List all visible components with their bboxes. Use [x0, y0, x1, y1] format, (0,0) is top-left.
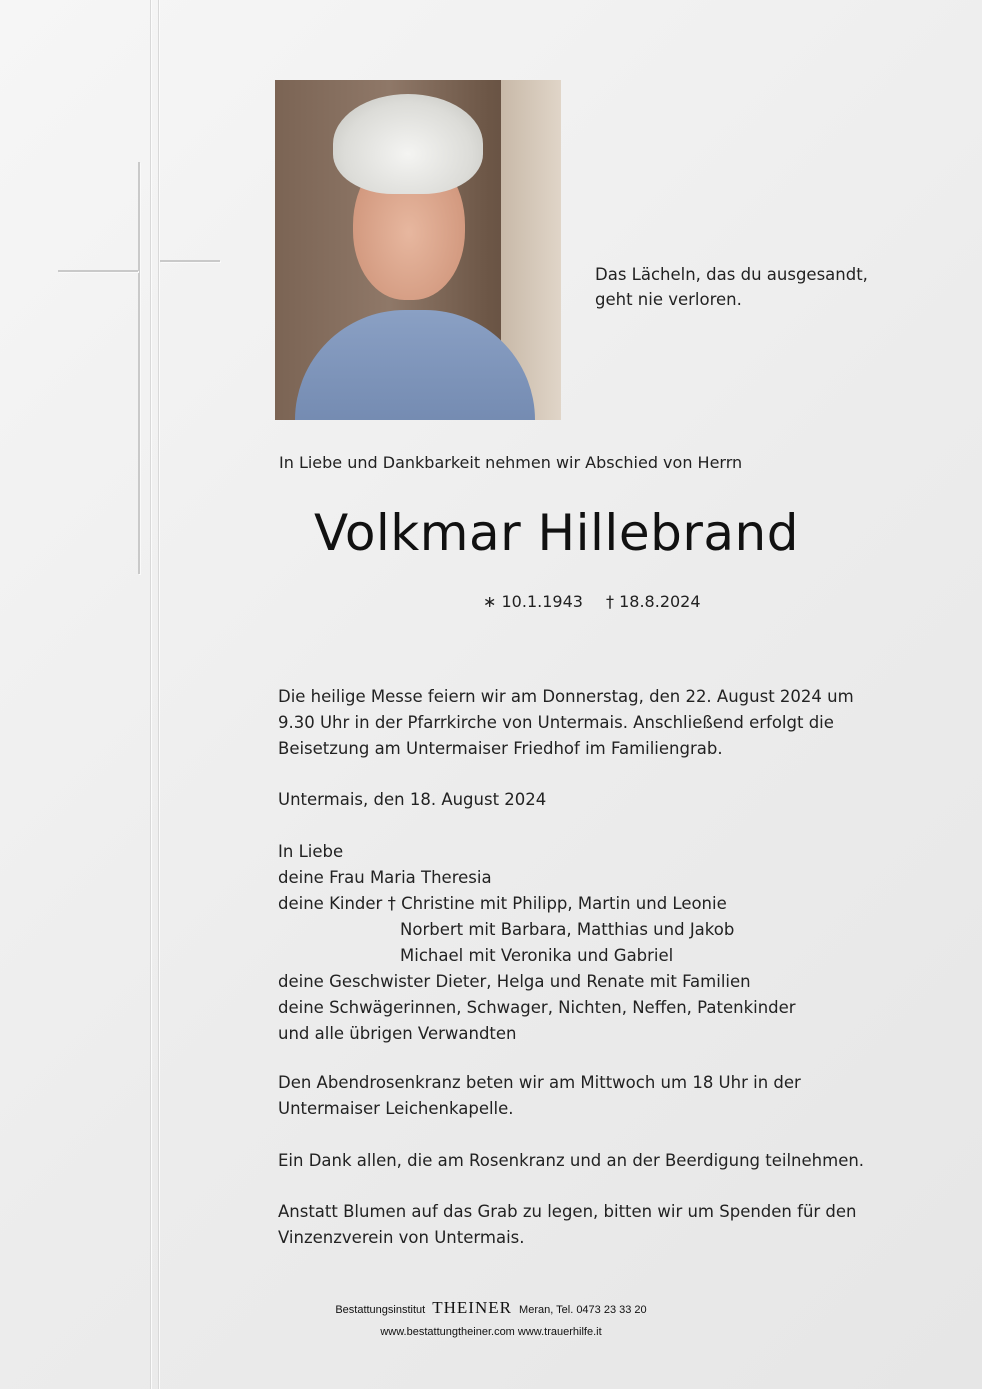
life-dates	[483, 592, 719, 611]
death-date: † 18.8.2024	[606, 592, 701, 611]
family-line: deine Geschwister Dieter, Helga und Renate mit Familien	[278, 972, 751, 991]
deceased-name: Volkmar Hillebrand	[314, 504, 799, 562]
birth-date: ∗ 10.1.1943	[483, 592, 583, 611]
thanks-text: Ein Dank allen, die am Rosenkranz und an der Beerdigung teilnehmen.	[278, 1151, 865, 1170]
rosary-line: Den Abendrosenkranz beten wir am Mittwoch um 18 Uhr in der	[278, 1073, 801, 1092]
funeral-home-logo: THEINER	[432, 1298, 512, 1317]
mass-line: Beisetzung am Untermaiser Friedhof im Familiengrab.	[278, 739, 723, 758]
decorative-line	[158, 0, 159, 1389]
family-line: Norbert mit Barbara, Matthias und Jakob	[400, 920, 735, 939]
rosary-line: Untermaiser Leichenkapelle.	[278, 1099, 514, 1118]
donation-paragraph	[278, 1199, 857, 1251]
footer-prefix: Bestattungsinstitut	[335, 1304, 426, 1316]
family-line: deine Kinder † Christine mit Philipp, Martin und Leonie	[278, 894, 727, 913]
quote-line: Das Lächeln, das du ausgesandt,	[595, 265, 868, 284]
mass-line: Die heilige Messe feiern wir am Donnerstag, den 22. August 2024 um	[278, 687, 854, 706]
family-line: In Liebe	[278, 842, 344, 861]
family-line: deine Schwägerinnen, Schwager, Nichten, Neffen, Patenkinder	[278, 998, 796, 1017]
decorative-line	[150, 0, 151, 1389]
place-date: Untermais, den 18. August 2024	[278, 790, 547, 809]
footer-websites: www.bestattungtheiner.com www.trauerhilfe.it	[380, 1326, 602, 1338]
intro-text: In Liebe und Dankbarkeit nehmen wir Abschied von Herrn	[279, 453, 743, 472]
family-mourners	[278, 839, 796, 1047]
donation-line: Anstatt Blumen auf das Grab zu legen, bitten wir um Spenden für den	[278, 1202, 857, 1221]
family-line: und alle übrigen Verwandten	[278, 1024, 517, 1043]
quote	[595, 262, 868, 312]
portrait-photo	[275, 80, 561, 420]
funeral-home-footer	[0, 1298, 982, 1318]
family-line: deine Frau Maria Theresia	[278, 868, 492, 887]
mass-paragraph	[278, 684, 854, 762]
footer-contact: Meran, Tel. 0473 23 33 20	[519, 1304, 647, 1316]
mass-line: 9.30 Uhr in der Pfarrkirche von Untermais. Anschließend erfolgt die	[278, 713, 834, 732]
donation-line: Vinzenzverein von Untermais.	[278, 1228, 525, 1247]
family-line: Michael mit Veronika und Gabriel	[400, 946, 674, 965]
quote-line: geht nie verloren.	[595, 290, 742, 309]
rosary-paragraph	[278, 1070, 801, 1122]
